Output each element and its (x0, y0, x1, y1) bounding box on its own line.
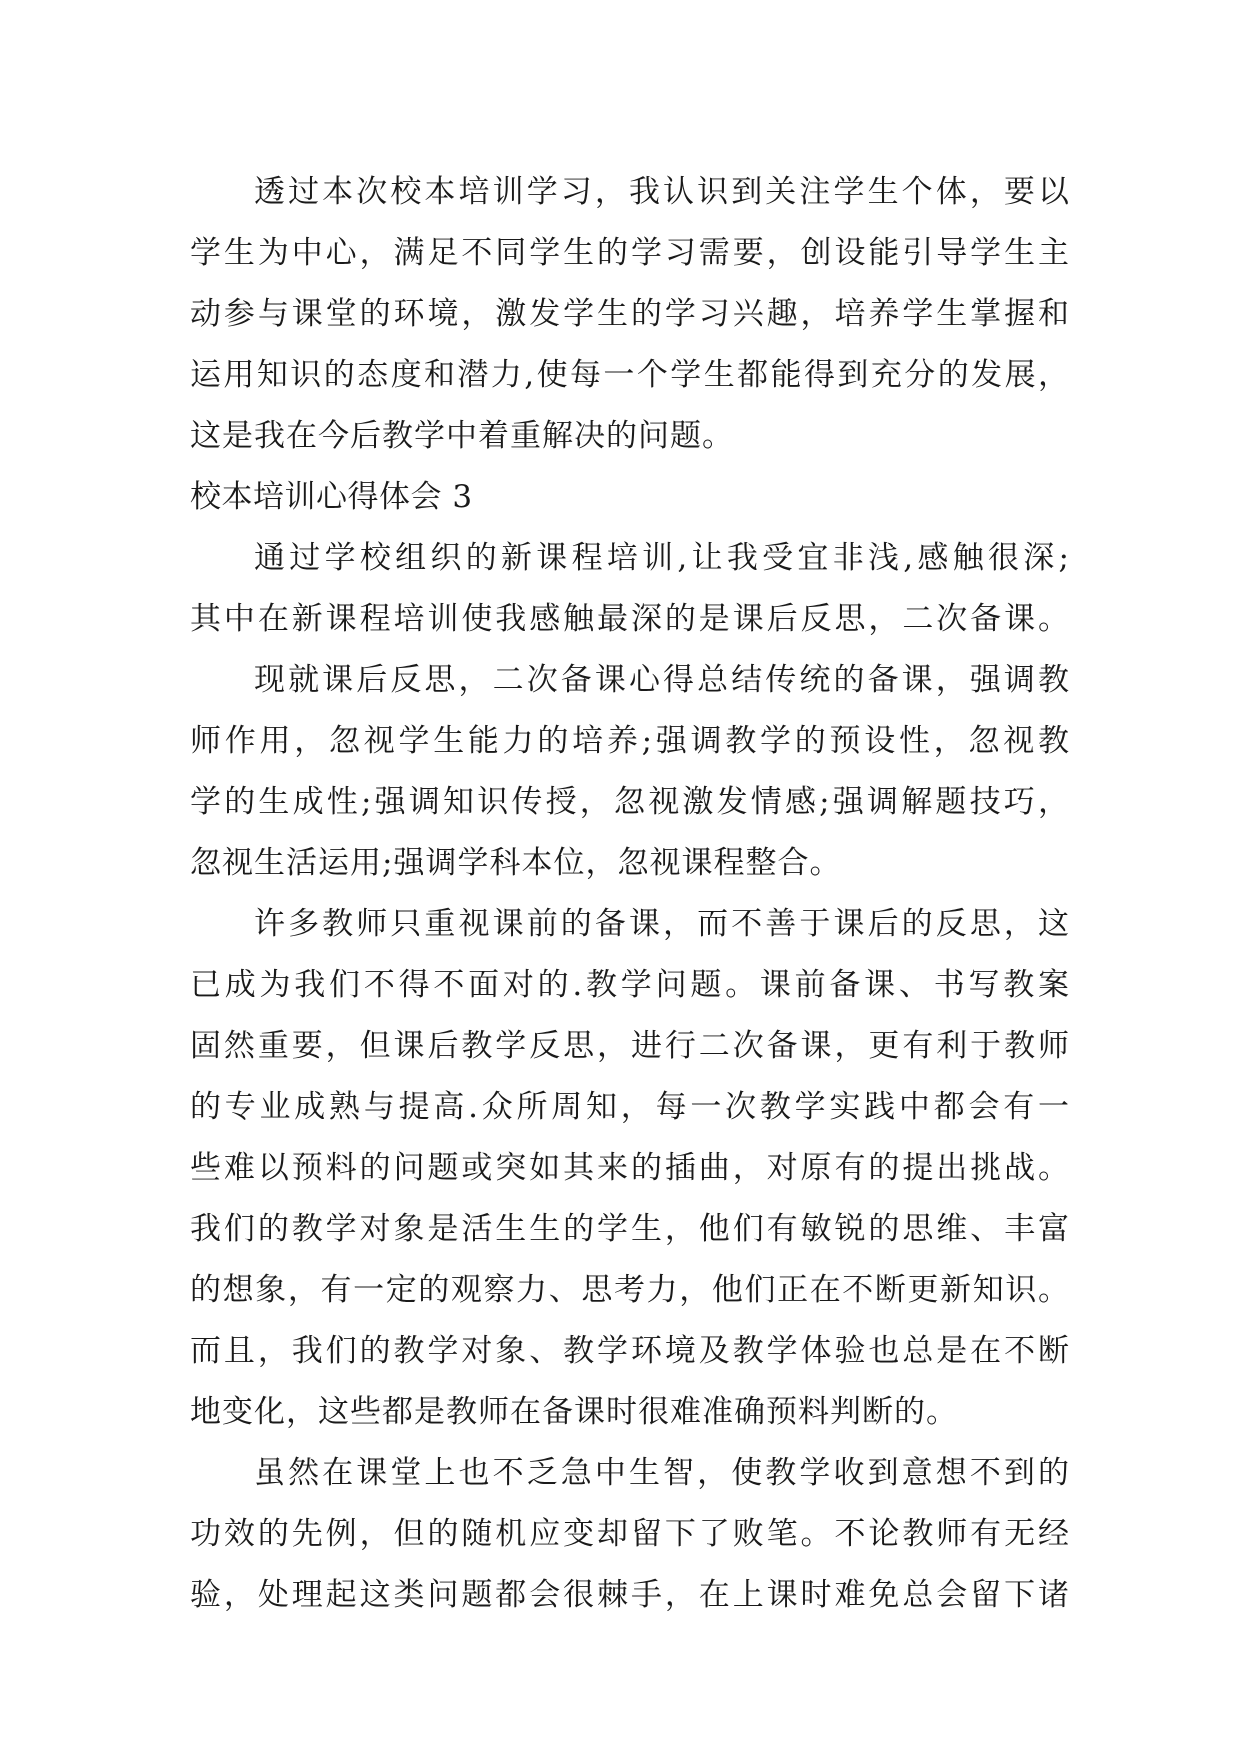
text-line: 虽然在课堂上也不乏急中生智，使教学收到意想不到的 (254, 1455, 1070, 1491)
paragraph (190, 162, 1070, 467)
text-line: 许多教师只重视课前的备课，而不善于课后的反思，这 (254, 906, 1070, 942)
text-line: 而且，我们的教学对象、教学环境及教学体验也总是在不断 (190, 1333, 1070, 1369)
text-line: 通过学校组织的新课程培训,让我受宜非浅,感触很深; (254, 540, 1070, 576)
text-line: 已成为我们不得不面对的.教学问题。课前备课、书写教案 (190, 967, 1070, 1003)
text-line: 功效的先例，但的随机应变却留下了败笔。不论教师有无经 (190, 1516, 1070, 1552)
text-line: 学生为中心，满足不同学生的学习需要，创设能引导学生主 (190, 235, 1070, 271)
text-line: 学的生成性;强调知识传授，忽视激发情感;强调解题技巧， (190, 784, 1070, 820)
paragraph (190, 894, 1070, 1443)
text-line: 固然重要，但课后教学反思，进行二次备课，更有利于教师 (190, 1028, 1070, 1064)
text-line: 其中在新课程培训使我感触最深的是课后反思，二次备课。 (190, 601, 1070, 637)
text-line: 的专业成熟与提高.众所周知，每一次教学实践中都会有一 (190, 1089, 1070, 1125)
text-line: 验，处理起这类问题都会很棘手，在上课时难免总会留下诸 (190, 1577, 1070, 1613)
text-line: 透过本次校本培训学习，我认识到关注学生个体，要以 (254, 174, 1070, 210)
text-line: 动参与课堂的环境，激发学生的学习兴趣，培养学生掌握和 (190, 296, 1070, 332)
text-line: 地变化，这些都是教师在备课时很难准确预料判断的。 (190, 1394, 958, 1430)
text-line: 忽视生活运用;强调学科本位，忽视课程整合。 (190, 845, 842, 881)
section-heading: 校本培训心得体会 3 (190, 479, 473, 515)
text-line: 运用知识的态度和潜力,使每一个学生都能得到充分的发展， (190, 357, 1070, 393)
text-line: 师作用，忽视学生能力的培养;强调教学的预设性，忽视教 (190, 723, 1070, 759)
text-line: 我们的教学对象是活生生的学生，他们有敏锐的思维、丰富 (190, 1211, 1070, 1247)
paragraph (190, 1443, 1070, 1626)
document-page (190, 162, 1070, 1626)
text-line: 现就课后反思，二次备课心得总结传统的备课，强调教 (254, 662, 1070, 698)
text-line: 这是我在今后教学中着重解决的问题。 (190, 418, 734, 454)
text-line: 的想象，有一定的观察力、思考力，他们正在不断更新知识。 (190, 1272, 1070, 1308)
text-line: 些难以预料的问题或突如其来的插曲，对原有的提出挑战。 (190, 1150, 1070, 1186)
paragraph (190, 650, 1070, 894)
paragraph (190, 528, 1070, 650)
